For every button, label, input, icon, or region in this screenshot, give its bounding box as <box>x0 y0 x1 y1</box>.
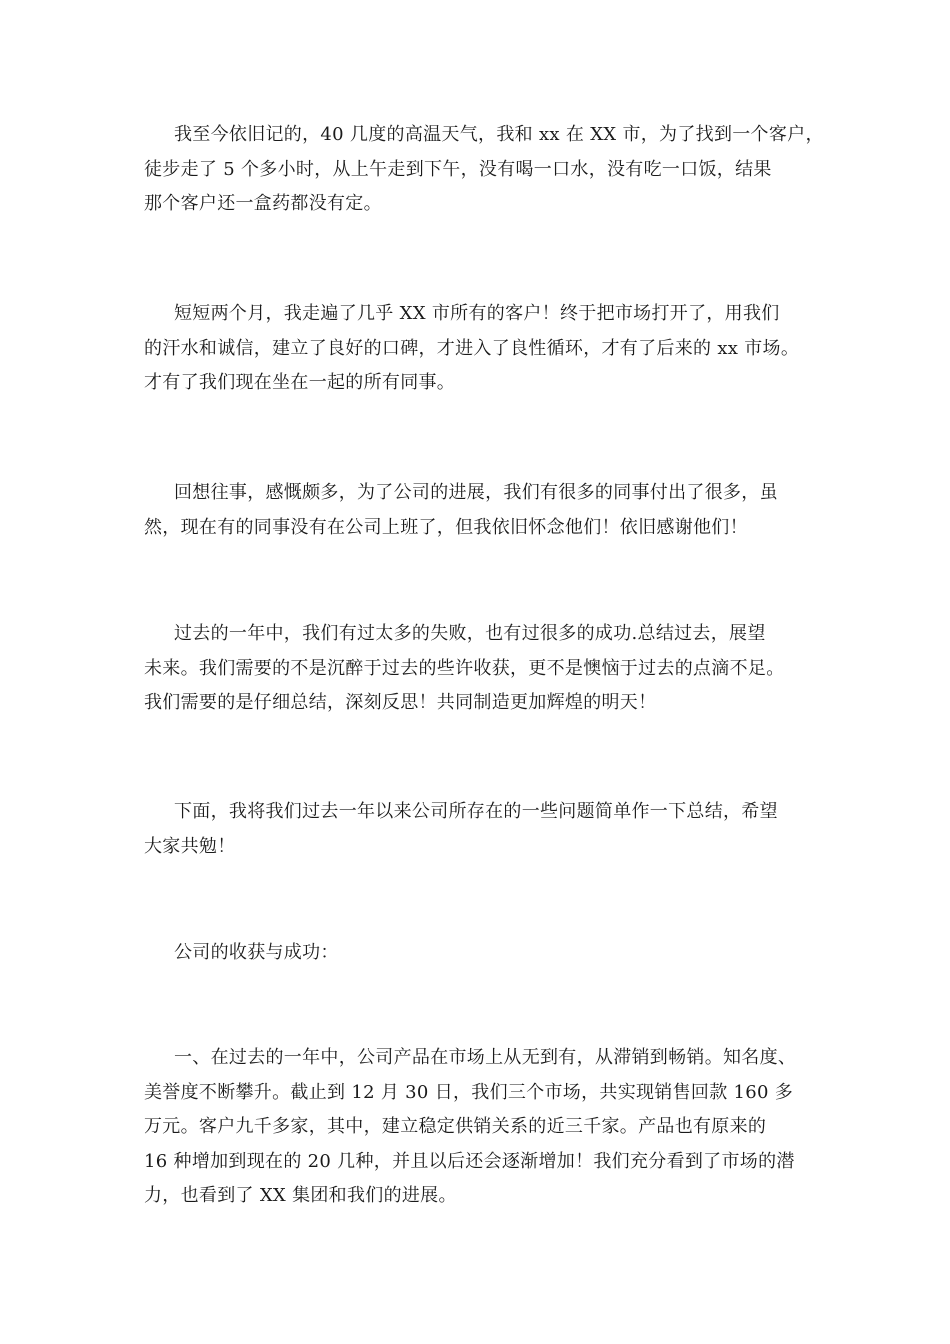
paragraph-line: 16 种增加到现在的 20 几种，并且以后还会逐渐增加！我们充分看到了市场的潜 <box>144 1150 795 1172</box>
paragraph-line: 美誉度不断攀升。截止到 12 月 30 日，我们三个市场，共实现销售回款 160 多 <box>144 1081 794 1103</box>
paragraph-line: 的汗水和诚信，建立了良好的口碑，才进入了良性循环，才有了后来的 xx 市场。 <box>144 337 800 359</box>
paragraph-4 <box>144 617 834 721</box>
paragraph-line: 未来。我们需要的不是沉醉于过去的些许收获，更不是懊恼于过去的点滴不足。 <box>144 657 785 679</box>
paragraph-line: 大家共勉！ <box>144 835 236 857</box>
paragraph-line: 下面，我将我们过去一年以来公司所存在的一些问题简单作一下总结，希望 <box>174 801 778 822</box>
paragraph-2 <box>144 297 834 401</box>
paragraph-1 <box>144 118 834 222</box>
paragraph-line: 我至今依旧记的，40 几度的高温天气，我和 xx 在 XX 市，为了找到一个客户， <box>174 124 824 145</box>
paragraph-line: 短短两个月，我走遍了几乎 XX 市所有的客户！终于把市场打开了，用我们 <box>174 303 780 324</box>
paragraph-line: 回想往事，感慨颇多，为了公司的进展，我们有很多的同事付出了很多，虽 <box>174 482 778 503</box>
section-heading <box>144 936 834 971</box>
paragraph-line: 然，现在有的同事没有在公司上班了，但我依旧怀念他们！依旧感谢他们！ <box>144 516 748 538</box>
paragraph-5 <box>144 795 834 864</box>
paragraph-line: 一、在过去的一年中，公司产品在市场上从无到有，从滞销到畅销。知名度、 <box>174 1047 797 1068</box>
paragraph-6 <box>144 1041 834 1214</box>
paragraph-line: 万元。客户九千多家，其中，建立稳定供销关系的近三千家。产品也有原来的 <box>144 1116 767 1137</box>
paragraph-3 <box>144 476 834 545</box>
paragraph-line: 过去的一年中，我们有过太多的失败，也有过很多的成功.总结过去，展望 <box>174 623 766 644</box>
paragraph-line: 那个客户还一盒药都没有定。 <box>144 193 382 214</box>
paragraph-line: 力，也看到了 XX 集团和我们的进展。 <box>144 1185 457 1206</box>
paragraph-line: 才有了我们现在坐在一起的所有同事。 <box>144 372 456 393</box>
paragraph-line: 公司的收获与成功： <box>174 942 339 963</box>
paragraph-line: 我们需要的是仔细总结，深刻反思！共同制造更加辉煌的明天！ <box>144 692 657 713</box>
paragraph-line: 徒步走了 5 个多小时，从上午走到下午，没有喝一口水，没有吃一口饭，结果 <box>144 158 772 180</box>
